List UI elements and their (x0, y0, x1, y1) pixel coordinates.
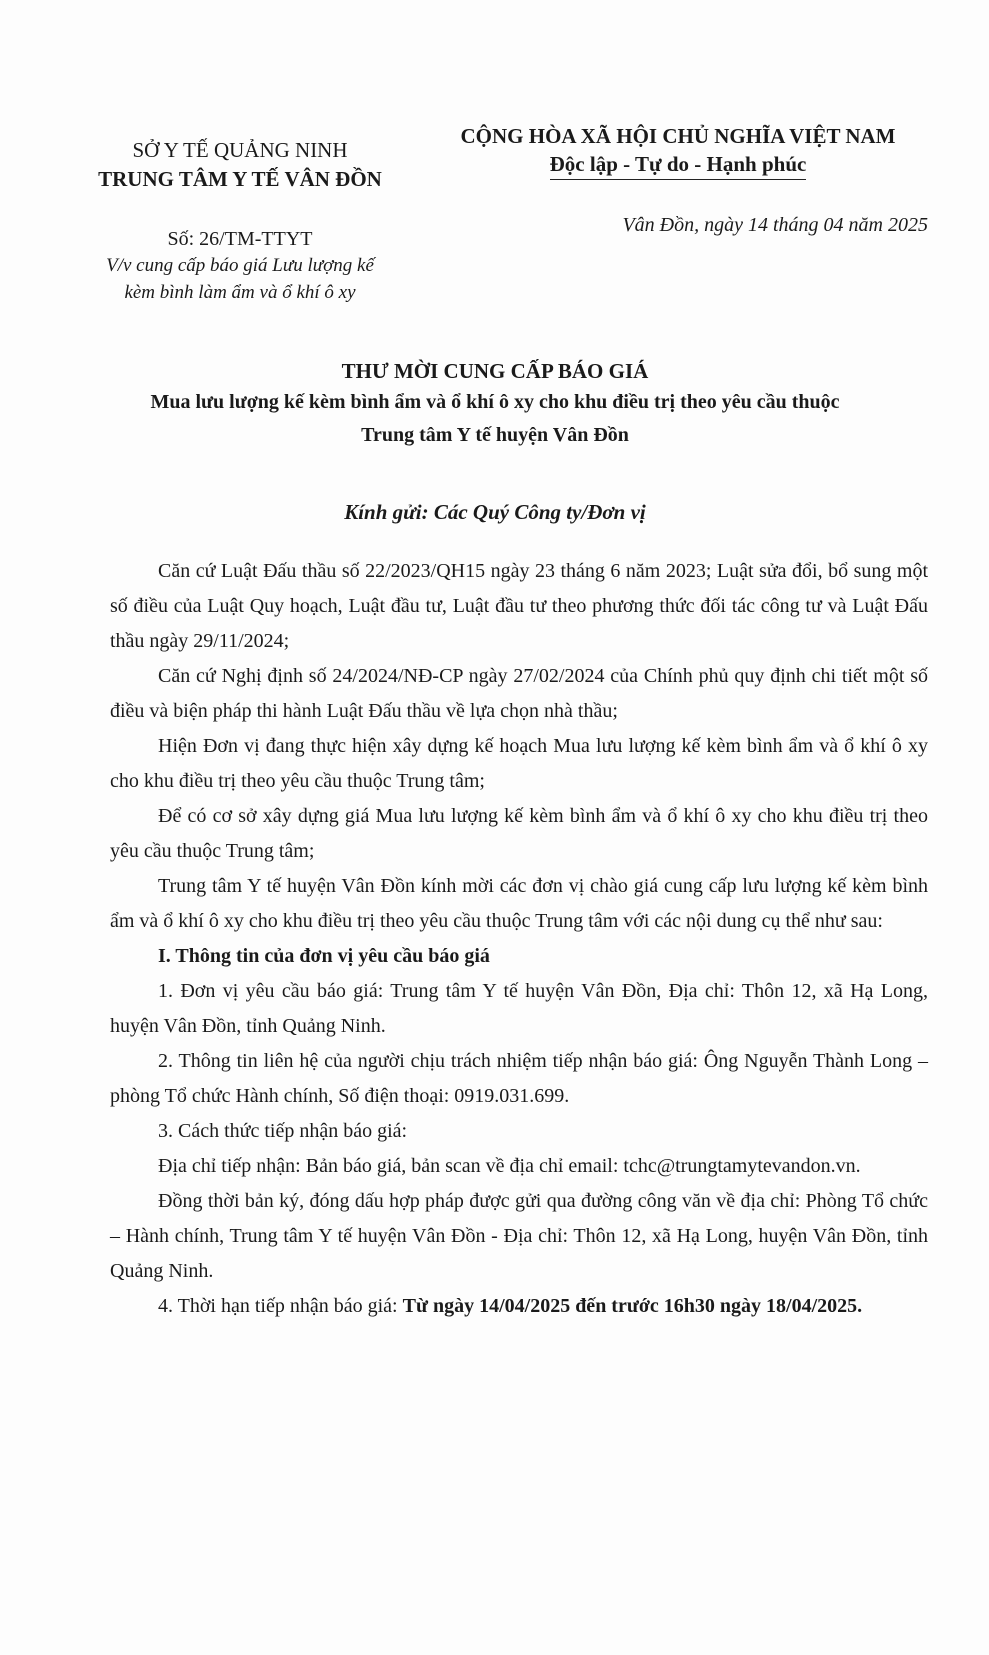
document-date: Vân Đồn, ngày 14 tháng 04 năm 2025 (622, 214, 928, 236)
item-3a: Địa chỉ tiếp nhận: Bản báo giá, bản scan về địa chỉ email: tchc@trungtamytevandon.vn. (158, 1155, 861, 1177)
item-1: 1. Đơn vị yêu cầu báo giá: Trung tâm Y tế huyện Vân Đồn, Địa chỉ: Thôn 12, xã Hạ Long, huyện Vân Đồn, tỉnh Quảng Ninh. (110, 980, 928, 1037)
agency-header (70, 136, 410, 194)
document-body (110, 554, 928, 1324)
section-heading-1: I. Thông tin của đơn vị yêu cầu báo giá (158, 945, 490, 967)
subject-line-2: kèm bình làm ẩm và ổ khí ô xy (124, 282, 356, 303)
nation-name: CỘNG HÒA XÃ HỘI CHỦ NGHĨA VIỆT NAM (460, 124, 896, 148)
greeting: Kính gửi: Các Quý Công ty/Đơn vị (344, 500, 646, 524)
item-2: 2. Thông tin liên hệ của người chịu trách nhiệm tiếp nhận báo giá: Ông Nguyễn Thành Long – phòng Tổ chức Hành chính, Số điện thoại: 0919.031.699. (110, 1050, 928, 1107)
national-motto: Độc lập - Tự do - Hạnh phúc (550, 151, 807, 180)
title-main: THƯ MỜI CUNG CẤP BÁO GIÁ (341, 359, 649, 383)
item-4 (110, 1289, 928, 1324)
agency-name: TRUNG TÂM Y TẾ VÂN ĐỒN (98, 167, 382, 191)
paragraph-invitation: Trung tâm Y tế huyện Vân Đồn kính mời các đơn vị chào giá cung cấp lưu lượng kế kèm bình ẩm và ổ khí ô xy cho khu điều trị theo yêu cầu thuộc Trung tâm với các nội dung cụ thể như sau: (110, 875, 928, 932)
document-title (60, 356, 930, 452)
paragraph-legal-basis-2: Căn cứ Nghị định số 24/2024/NĐ-CP ngày 27/02/2024 của Chính phủ quy định chi tiết một số điều và biện pháp thi hành Luật Đấu thầu về lựa chọn nhà thầu; (110, 665, 928, 722)
item-4-label: 4. Thời hạn tiếp nhận báo giá: (158, 1295, 403, 1317)
nation-header (428, 122, 928, 180)
paragraph-legal-basis-1: Căn cứ Luật Đấu thầu số 22/2023/QH15 ngày 23 tháng 6 năm 2023; Luật sửa đổi, bổ sung một số điều của Luật Quy hoạch, Luật đầu tư, Luật đầu tư theo phương thức đối tác công tư và Luật Đấu thầu ngày 29/11/2024; (110, 560, 928, 652)
paragraph-purpose: Để có cơ sở xây dựng giá Mua lưu lượng kế kèm bình ẩm và ổ khí ô xy cho khu điều trị theo yêu cầu thuộc Trung tâm; (110, 805, 928, 862)
item-3b: Đồng thời bản ký, đóng dấu hợp pháp được gửi qua đường công văn về địa chỉ: Phòng Tổ chức – Hành chính, Trung tâm Y tế huyện Vân Đồn - Địa chỉ: Thôn 12, xã Hạ Long, huyện Vân Đồn, tỉnh Quảng Ninh. (110, 1190, 928, 1282)
parent-agency: SỞ Y TẾ QUẢNG NINH (132, 138, 348, 162)
title-sub-2: Trung tâm Y tế huyện Vân Đồn (361, 424, 629, 446)
document-reference (70, 226, 410, 306)
title-sub-1: Mua lưu lượng kế kèm bình ẩm và ổ khí ô xy cho khu điều trị theo yêu cầu thuộc (150, 391, 840, 413)
subject-line-1: V/v cung cấp báo giá Lưu lượng kế (106, 255, 374, 276)
item-4-deadline: Từ ngày 14/04/2025 đến trước 16h30 ngày 18/04/2025. (402, 1295, 863, 1317)
item-3: 3. Cách thức tiếp nhận báo giá: (158, 1120, 408, 1142)
document-number: Số: 26/TM-TTYT (167, 228, 313, 250)
paragraph-plan: Hiện Đơn vị đang thực hiện xây dựng kế hoạch Mua lưu lượng kế kèm bình ẩm và ổ khí ô xy cho khu điều trị theo yêu cầu thuộc Trung tâm; (110, 735, 928, 792)
